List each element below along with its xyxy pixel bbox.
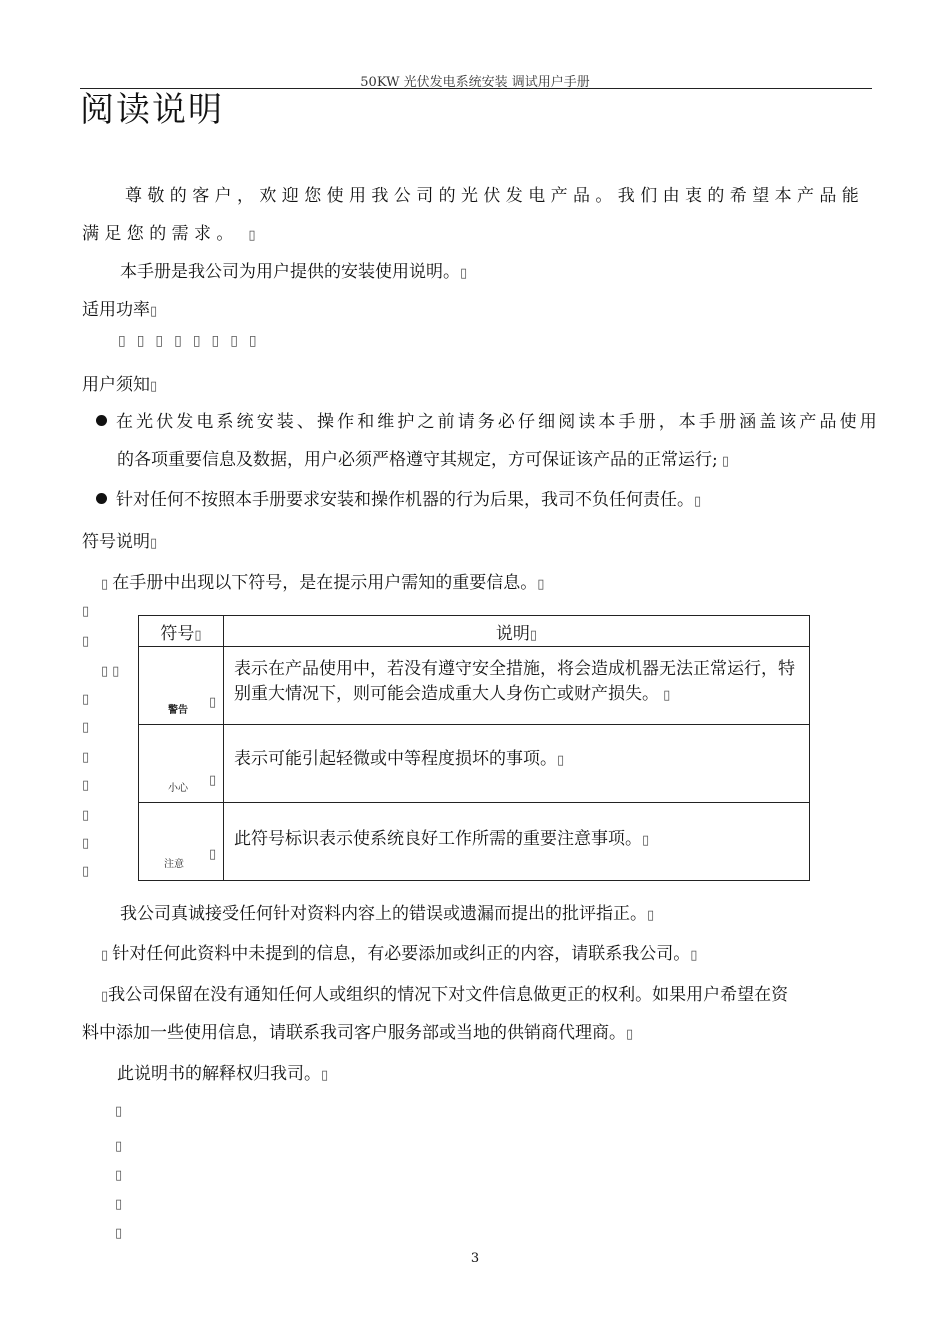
placeholder-glyph: ▯ [115, 1168, 123, 1183]
placeholder-glyph: ▯▯ [101, 664, 124, 679]
placeholder-glyph: ▯ [82, 720, 90, 735]
placeholder-glyph: ▯ [82, 808, 90, 823]
placeholder-glyph: ▯ [82, 778, 90, 793]
notice-label: 用户须知▯ [82, 375, 158, 395]
symbols-label: 符号说明▯ [82, 532, 158, 552]
intro-line-2: 满足您的需求。 ▯ [82, 224, 261, 244]
power-placeholder: ▯▯▯▯▯▯▯▯ [118, 333, 268, 349]
warning-desc: 表示在产品使用中，若没有遵守安全措施，将会造成机器无法正常运行，特别重大情况下，则可能会造成重大人身伤亡或财产损失。 ▯ [224, 647, 810, 725]
symbol-table [138, 615, 810, 881]
placeholder-glyph: ▯ [115, 1197, 123, 1212]
placeholder-glyph: ▯ [82, 604, 90, 619]
intro-line-3: 本手册是我公司为用户提供的安装使用说明。▯ [120, 262, 468, 282]
caution-tag: 小心 [168, 783, 188, 794]
page-number: 3 [470, 1251, 480, 1266]
notice-desc: 此符号标识表示使系统良好工作所需的重要注意事项。▯ [224, 803, 810, 881]
symbol-cell-warning [139, 647, 224, 725]
closing-p4: 此说明书的解释权归我司。▯ [117, 1064, 329, 1084]
power-label: 适用功率▯ [82, 300, 158, 320]
notice-icon: ▯ [209, 847, 217, 862]
placeholder-glyph: ▯ [82, 864, 90, 879]
table-row [139, 803, 810, 881]
table-header-row [139, 616, 810, 647]
warning-tag: 警告 [168, 705, 188, 716]
warning-icon: ▯ [209, 695, 217, 710]
table-row [139, 725, 810, 803]
closing-p2: ▯ 针对任何此资料中未提到的信息，有必要添加或纠正的内容，请联系我公司。▯ [101, 944, 698, 964]
closing-p3-line2: 料中添加一些使用信息，请联系我司客户服务部或当地的供销商代理商。▯ [82, 1023, 634, 1043]
placeholder-glyph: ▯ [82, 634, 90, 649]
bullet-icon [96, 493, 107, 504]
running-header: 50KW 光伏发电系统安装 调试用户手册 [360, 75, 590, 90]
intro-line-1: 尊敬的客户，欢迎您使用我公司的光伏发电产品。我们由衷的希望本产品能 [125, 186, 865, 206]
placeholder-glyph: ▯ [82, 692, 90, 707]
placeholder-glyph: ▯ [115, 1139, 123, 1154]
placeholder-glyph: ▯ [82, 836, 90, 851]
bullet-icon [96, 415, 107, 426]
symbols-intro: ▯ 在手册中出现以下符号，是在提示用户需知的重要信息。▯ [101, 573, 545, 593]
notice-bullet-2: 针对任何不按照本手册要求安装和操作机器的行为后果，我司不负任何责任。▯ [96, 485, 701, 510]
placeholder-glyph: ▯ [115, 1104, 123, 1119]
notice-tag: 注意 [164, 859, 184, 870]
placeholder-glyph: ▯ [115, 1226, 123, 1241]
table-row [139, 647, 810, 725]
col-symbol-header: 符号▯ [139, 616, 224, 647]
caution-desc: 表示可能引起轻微或中等程度损坏的事项。▯ [224, 725, 810, 803]
caution-icon: ▯ [209, 773, 217, 788]
closing-p1: 我公司真诚接受任何针对资料内容上的错误或遗漏而提出的批评指正。▯ [120, 904, 655, 924]
notice-bullet-1-cont: 的各项重要信息及数据，用户必须严格遵守其规定，方可保证该产品的正常运行; ▯ [117, 450, 730, 470]
notice-bullet-1: 在光伏发电系统安装、操作和维护之前请务必仔细阅读本手册，本手册涵盖该产品使用 [96, 407, 880, 432]
closing-p3-line1: ▯我公司保留在没有通知任何人或组织的情况下对文件信息做更正的权利。如果用户希望在资 [101, 985, 789, 1005]
page-title: 阅读说明 [80, 90, 224, 130]
col-desc-header: 说明▯ [224, 616, 810, 647]
symbol-cell-notice [139, 803, 224, 881]
placeholder-glyph: ▯ [82, 750, 90, 765]
symbol-cell-caution [139, 725, 224, 803]
